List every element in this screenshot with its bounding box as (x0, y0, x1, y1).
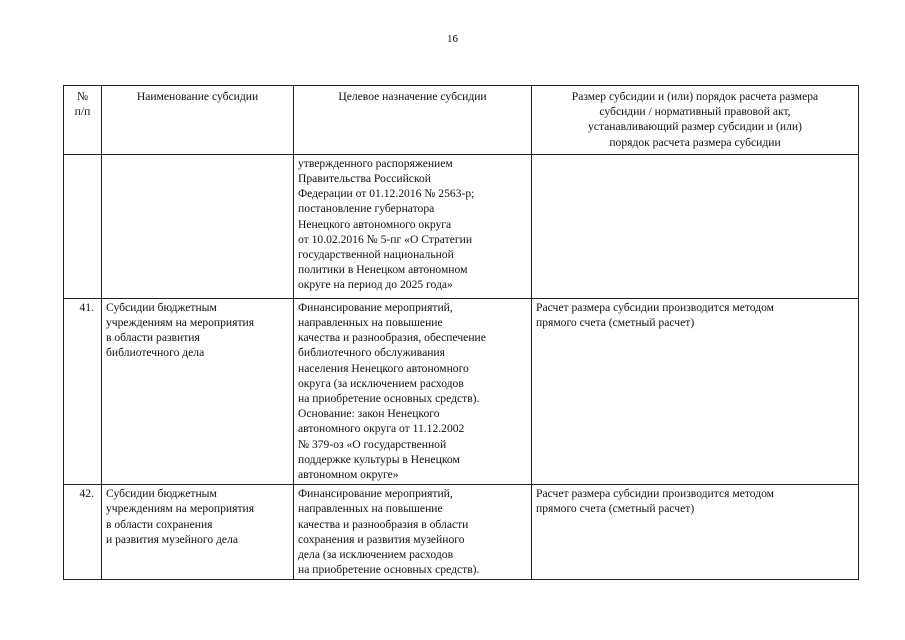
page-number: 16 (447, 33, 458, 45)
header-line: п/п (74, 105, 91, 119)
cell-line: утвержденного распоряжением (298, 156, 453, 170)
cell-line: Расчет размера субсидии производится методом (536, 487, 775, 501)
header-line: субсидии / нормативный правовой акт, (599, 105, 791, 119)
cell-line: политики в Ненецком автономном (298, 263, 468, 277)
row-name-cell (102, 154, 294, 298)
cell-line: направленных на повышение (298, 502, 443, 516)
header-line: Размер субсидии и (или) порядок расчета размера (571, 90, 819, 103)
cell-line: государственной национальной (298, 248, 454, 262)
header-num (64, 86, 102, 155)
row-size-cell (532, 485, 859, 580)
cell-line: на приобретение основных средств). (298, 563, 480, 577)
cell-line: прямого счета (сметный расчет) (536, 316, 695, 330)
row-number: 41. (79, 300, 94, 314)
row-num-cell (64, 298, 102, 484)
cell-line: учреждениям на мероприятия (106, 502, 255, 516)
row-purpose-cell (294, 298, 532, 484)
cell-line: библиотечного обслуживания (298, 346, 445, 360)
row-size-cell (532, 298, 859, 484)
cell-line: Расчет размера субсидии производится методом (536, 300, 775, 314)
table-row (64, 154, 859, 298)
row-purpose-cell (294, 154, 532, 298)
row-number: 42. (79, 487, 94, 501)
cell-line: Субсидии бюджетным (106, 487, 217, 501)
cell-line: Федерации от 01.12.2016 № 2563-р; (298, 187, 475, 201)
header-line: Наименование субсидии (136, 90, 259, 103)
cell-line: № 379-оз «О государственной (298, 437, 447, 451)
cell-line: Финансирование мероприятий, (298, 300, 453, 314)
cell-line: населения Ненецкого автономного (298, 361, 469, 375)
cell-line: направленных на повышение (298, 316, 443, 330)
cell-line: Субсидии бюджетным (106, 300, 217, 314)
header-size (532, 86, 859, 155)
header-line: порядок расчета размера субсидии (609, 135, 781, 149)
cell-line: Основание: закон Ненецкого (298, 407, 440, 421)
cell-line: дела (за исключением расходов (298, 548, 454, 562)
cell-line: библиотечного дела (106, 346, 205, 360)
cell-line: постановление губернатора (298, 202, 435, 216)
header-purpose (294, 86, 532, 155)
header-line: № (76, 90, 89, 103)
header-name (102, 86, 294, 155)
cell-line: качества и разнообразия, обеспечение (298, 331, 486, 345)
table-row (64, 485, 859, 580)
cell-line: округе на период до 2025 года» (298, 278, 453, 292)
cell-line: Финансирование мероприятий, (298, 487, 453, 501)
cell-line: Правительства Российской (298, 172, 431, 186)
cell-line: автономном округе» (298, 468, 399, 482)
subsidy-table (63, 85, 859, 580)
cell-line: Ненецкого автономного округа (298, 217, 452, 231)
cell-line: качества и разнообразия в области (298, 517, 469, 531)
cell-line: на приобретение основных средств). (298, 392, 480, 406)
table-row (64, 298, 859, 484)
row-size-cell (532, 154, 859, 298)
table-header-row (64, 86, 859, 155)
row-name-cell (102, 298, 294, 484)
cell-line: в области развития (106, 331, 200, 345)
cell-line: поддержке культуры в Ненецком (298, 452, 460, 466)
row-name-cell (102, 485, 294, 580)
row-purpose-cell (294, 485, 532, 580)
row-num-cell (64, 154, 102, 298)
header-line: Целевое назначение субсидии (338, 90, 487, 103)
row-num-cell (64, 485, 102, 580)
cell-line: округа (за исключением расходов (298, 376, 464, 390)
header-line: устанавливающий размер субсидии и (или) (588, 120, 802, 134)
cell-line: и развития музейного дела (106, 532, 239, 546)
cell-line: в области сохранения (106, 517, 213, 531)
cell-line: сохранения и развития музейного (298, 532, 465, 546)
cell-line: от 10.02.2016 № 5-пг «О Стратегии (298, 232, 473, 246)
cell-line: учреждениям на мероприятия (106, 316, 255, 330)
cell-line: прямого счета (сметный расчет) (536, 502, 695, 516)
cell-line: автономного округа от 11.12.2002 (298, 422, 465, 436)
